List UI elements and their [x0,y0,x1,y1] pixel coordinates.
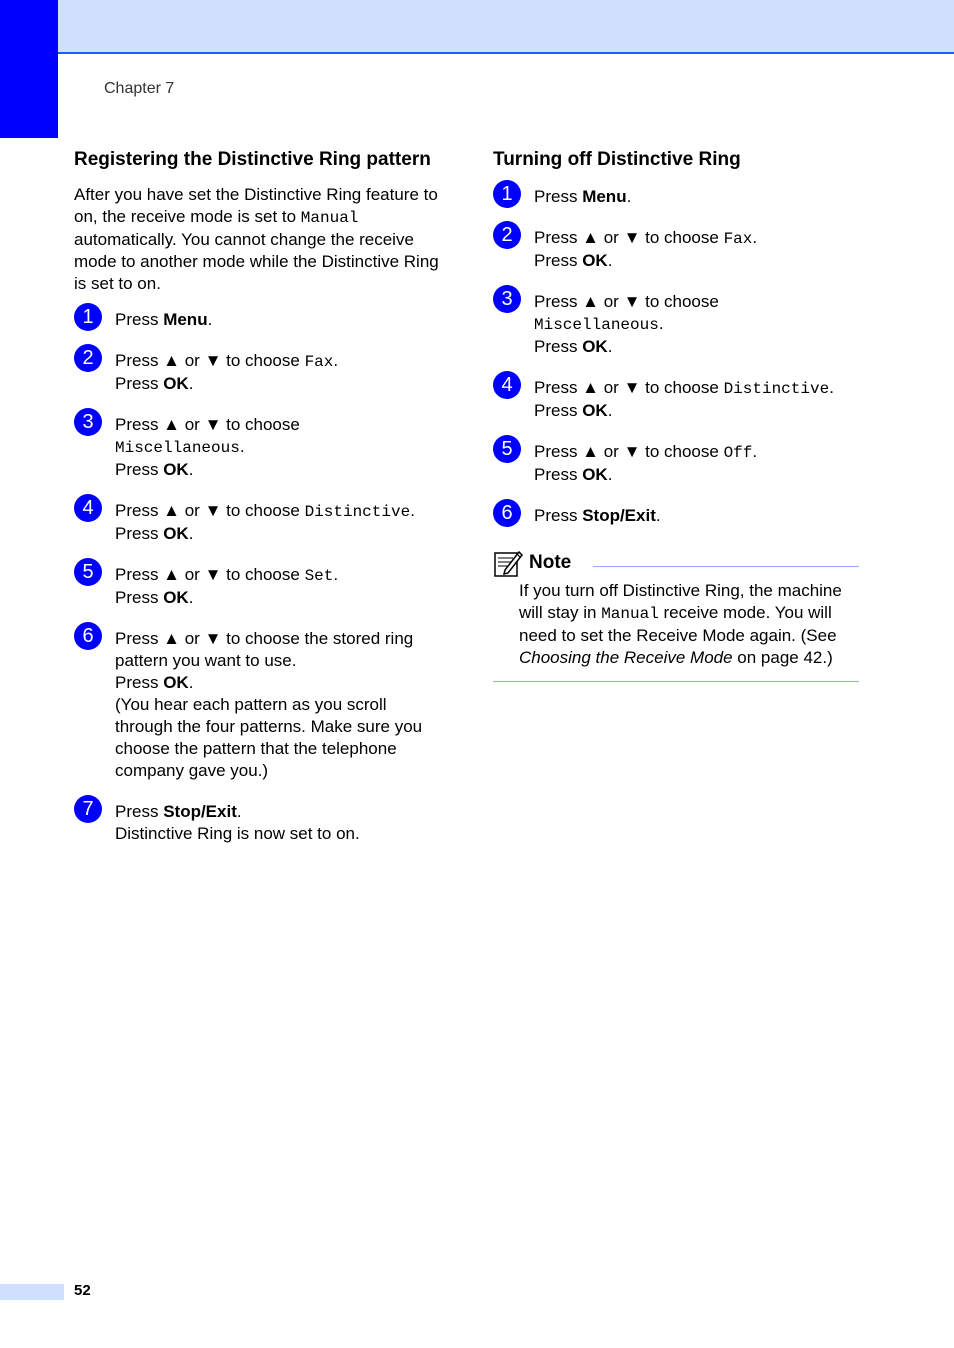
chapter-tab-marker [0,0,58,138]
note-text: If you turn off Distinctive Ring, the machine will stay in Manual receive mode. You will need to set the Receive Mode again. (See Choosing the Receive Mode on page 42.) [519,581,842,667]
note-box [493,546,859,682]
step-number-badge: 6 [493,499,521,527]
step-number-badge: 2 [493,221,521,249]
header-band [58,0,954,54]
right-step-5: 5 Press ▲ or ▼ to choose Off. Press OK. [493,441,863,486]
left-step-2: 2 Press ▲ or ▼ to choose Fax. Press OK. [74,350,446,395]
step-number-badge: 2 [74,344,102,372]
right-column [493,148,863,682]
page-number: 52 [74,1282,91,1299]
right-step-4: 4 Press ▲ or ▼ to choose Distinctive. Press OK. [493,377,863,422]
cross-reference: Choosing the Receive Mode [519,648,733,667]
step-number-badge: 1 [74,303,102,331]
left-step-3: 3 Press ▲ or ▼ to choose Miscellaneous. Press OK. [74,414,446,481]
note-rule [593,566,859,567]
right-step-2: 2 Press ▲ or ▼ to choose Fax. Press OK. [493,227,863,272]
step-number-badge: 5 [74,558,102,586]
step-number-badge: 7 [74,795,102,823]
left-step-5: 5 Press ▲ or ▼ to choose Set. Press OK. [74,564,446,609]
step-number-badge: 1 [493,180,521,208]
note-pencil-icon [493,548,523,578]
left-step-6: 6 Press ▲ or ▼ to choose the stored ring pattern you want to use. Press OK. (You hear each pattern as you scroll through the four patterns. Make sure you choose the pattern that the telephone company gave you.) [74,628,446,782]
footer-band [0,1284,64,1300]
mode-manual: Manual [300,209,359,227]
step-number-badge: 4 [74,494,102,522]
step-number-badge: 3 [493,285,521,313]
intro-paragraph: After you have set the Distinctive Ring feature to on, the receive mode is set to Manual automatically. You cannot change the receive mode to another mode while the Distinctive Ring is set to on. [74,185,439,293]
step-number-badge: 6 [74,622,102,650]
right-step-6: 6 Press Stop/Exit. [493,505,863,527]
step-number-badge: 4 [493,371,521,399]
left-step-7: 7 Press Stop/Exit. Distinctive Ring is now set to on. [74,801,446,845]
section-heading-turn-off: Turning off Distinctive Ring [493,149,741,170]
right-step-3: 3 Press ▲ or ▼ to choose Miscellaneous. Press OK. [493,291,863,358]
section-heading-register: Registering the Distinctive Ring pattern [74,149,431,170]
step-number-badge: 3 [74,408,102,436]
left-step-1: 1 Press Menu. [74,309,446,331]
step-number-badge: 5 [493,435,521,463]
right-step-1: 1 Press Menu. [493,186,863,208]
left-step-4: 4 Press ▲ or ▼ to choose Distinctive. Press OK. [74,500,446,545]
chapter-label: Chapter 7 [104,80,175,97]
note-title: Note [529,552,572,573]
left-column [74,148,446,864]
